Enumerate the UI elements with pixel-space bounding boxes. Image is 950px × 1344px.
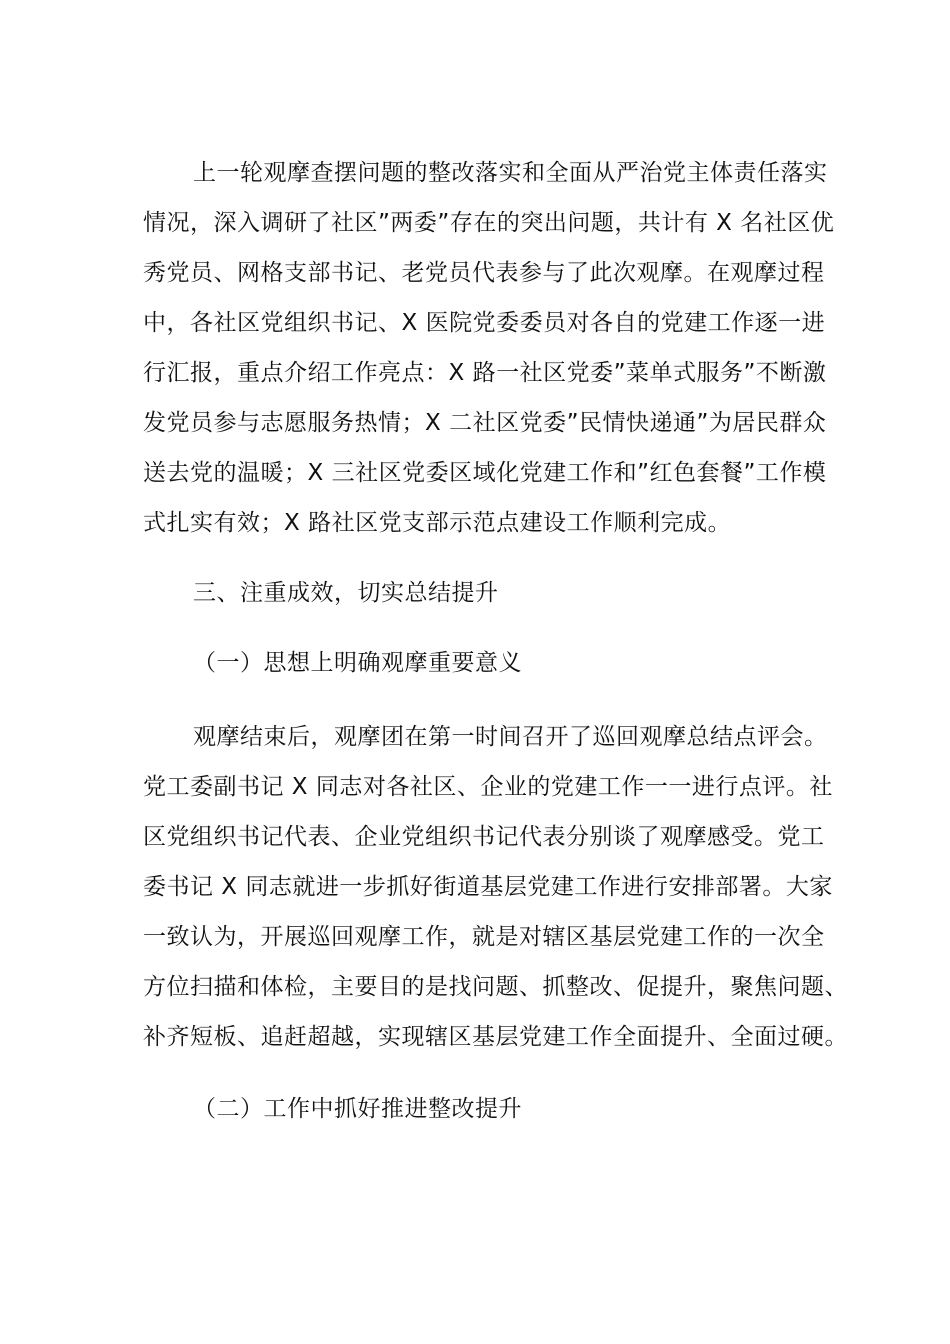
paragraph-1-line-1: 上一轮观摩查摆问题的整改落实和全面从严治党主体责任落实 (193, 160, 828, 186)
paragraph-2-line-6: 方位扫描和体检，主要目的是找问题、抓整改、促提升，聚焦问题、 (143, 974, 848, 1000)
paragraph-2-line-1: 观摩结束后，观摩团在第一时间召开了巡回观摩总结点评会。 (193, 724, 828, 750)
paragraph-1-line-5: 行汇报，重点介绍工作亮点：X 路一社区党委”菜单式服务”不断激 (143, 360, 827, 386)
paragraph-2-line-3: 区党组织书记代表、企业党组织书记代表分别谈了观摩感受。党工 (143, 824, 825, 850)
paragraph-1-line-2: 情况，深入调研了社区”两委”存在的突出问题，共计有 X 名社区优 (143, 210, 835, 236)
paragraph-2-line-5: 一致认为，开展巡回观摩工作，就是对辖区基层党建工作的一次全 (143, 924, 825, 950)
paragraph-2-line-4: 委书记 X 同志就进一步抓好街道基层党建工作进行安排部署。大家 (143, 874, 833, 900)
subheading-2: （二）工作中抓好推进整改提升 (193, 1096, 522, 1122)
paragraph-2-line-7: 补齐短板、追赶超越，实现辖区基层党建工作全面提升、全面过硬。 (143, 1024, 848, 1050)
paragraph-1-line-4: 中，各社区党组织书记、X 医院党委委员对各自的党建工作逐一进 (143, 310, 826, 336)
paragraph-1-line-8: 式扎实有效；X 路社区党支部示范点建设工作顺利完成。 (143, 510, 732, 536)
paragraph-2-line-2: 党工委副书记 X 同志对各社区、企业的党建工作一一进行点评。社 (143, 774, 833, 800)
paragraph-1-line-7: 送去党的温暖；X 三社区党委区域化党建工作和”红色套餐”工作模 (143, 460, 827, 486)
section-heading: 三、注重成效，切实总结提升 (193, 580, 499, 606)
paragraph-1-line-3: 秀党员、网格支部书记、老党员代表参与了此次观摩。在观摩过程 (143, 260, 825, 286)
paragraph-1-line-6: 发党员参与志愿服务热情；X 二社区党委”民情快递通”为居民群众 (143, 410, 827, 436)
subheading-1: （一）思想上明确观摩重要意义 (193, 650, 522, 676)
